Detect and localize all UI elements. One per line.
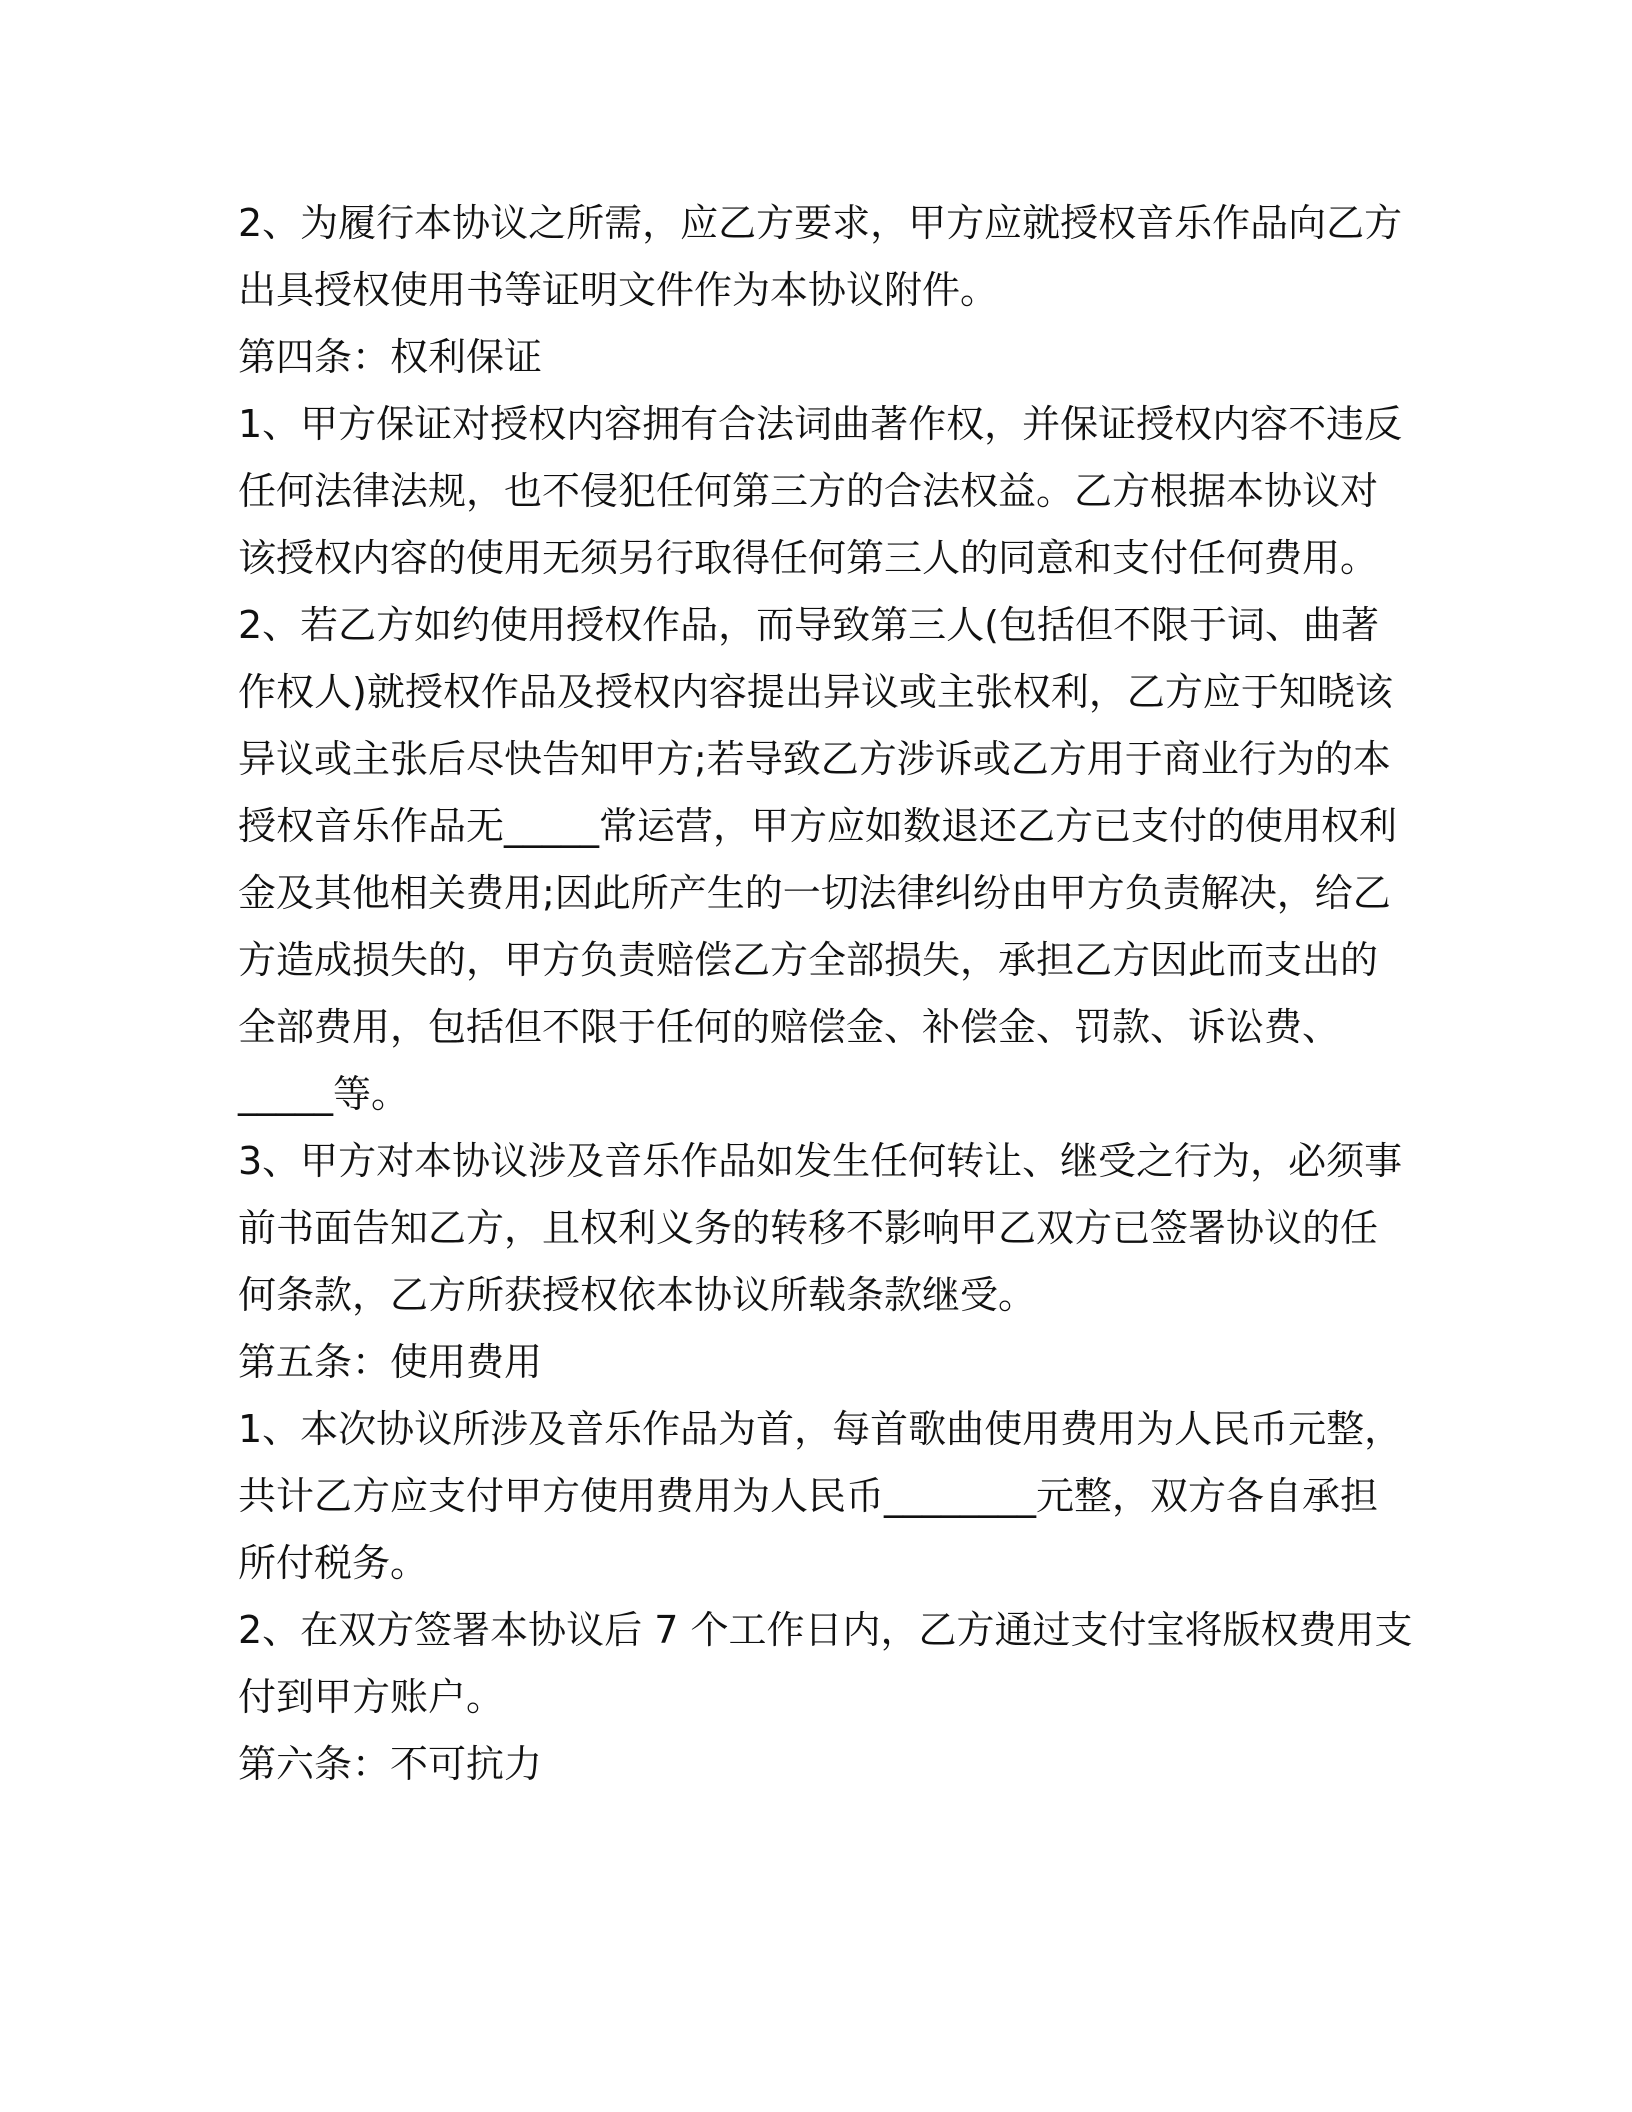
paragraph-line: 出具授权使用书等证明文件作为本协议附件。 — [238, 268, 999, 312]
paragraph-line: 任何法律法规，也不侵犯任何第三方的合法权益。乙方根据本协议对 — [238, 469, 1379, 513]
paragraph-line: 方造成损失的，甲方负责赔偿乙方全部损失，承担乙方因此而支出的 — [238, 938, 1379, 982]
paragraph-line: 1、本次协议所涉及音乐作品为首，每首歌曲使用费用为人民币元整， — [238, 1407, 1403, 1451]
paragraph-line: _____等。 — [238, 1072, 410, 1116]
section-heading: 第五条：使用费用 — [238, 1340, 543, 1384]
paragraph-line: 1、甲方保证对授权内容拥有合法词曲著作权，并保证授权内容不违反 — [238, 402, 1403, 446]
paragraph-line: 3、甲方对本协议涉及音乐作品如发生任何转让、继受之行为，必须事 — [238, 1139, 1403, 1183]
paragraph-line: 作权人)就授权作品及授权内容提出异议或主张权利，乙方应于知晓该 — [238, 670, 1393, 714]
paragraph-line: 前书面告知乙方，且权利义务的转移不影响甲乙双方已签署协议的任 — [238, 1206, 1379, 1250]
paragraph-line: 何条款，乙方所获授权依本协议所载条款继受。 — [238, 1273, 1037, 1317]
paragraph-line: 授权音乐作品无_____常运营，甲方应如数退还乙方已支付的使用权利 — [238, 804, 1398, 848]
section-heading: 第四条：权利保证 — [238, 335, 543, 379]
section-heading: 第六条：不可抗力 — [238, 1742, 543, 1786]
paragraph-line: 所付税务。 — [238, 1541, 429, 1585]
paragraph-line: 金及其他相关费用;因此所产生的一切法律纠纷由甲方负责解决，给乙 — [238, 871, 1391, 915]
document-body — [238, 190, 1413, 1798]
paragraph-line: 全部费用，包括但不限于任何的赔偿金、补偿金、罚款、诉讼费、 — [238, 1005, 1341, 1049]
paragraph-line: 共计乙方应支付甲方使用费用为人民币________元整，双方各自承担 — [238, 1474, 1379, 1518]
paragraph-line: 2、若乙方如约使用授权作品，而导致第三人(包括但不限于词、曲著 — [238, 603, 1380, 647]
paragraph-line: 2、为履行本协议之所需，应乙方要求，甲方应就授权音乐作品向乙方 — [238, 201, 1403, 245]
paragraph-line: 异议或主张后尽快告知甲方;若导致乙方涉诉或乙方用于商业行为的本 — [238, 737, 1391, 781]
paragraph-line: 该授权内容的使用无须另行取得任何第三人的同意和支付任何费用。 — [238, 536, 1379, 580]
paragraph-line: 2、在双方签署本协议后 7 个工作日内，乙方通过支付宝将版权费用支 — [238, 1608, 1413, 1652]
paragraph-line: 付到甲方账户。 — [238, 1675, 505, 1719]
